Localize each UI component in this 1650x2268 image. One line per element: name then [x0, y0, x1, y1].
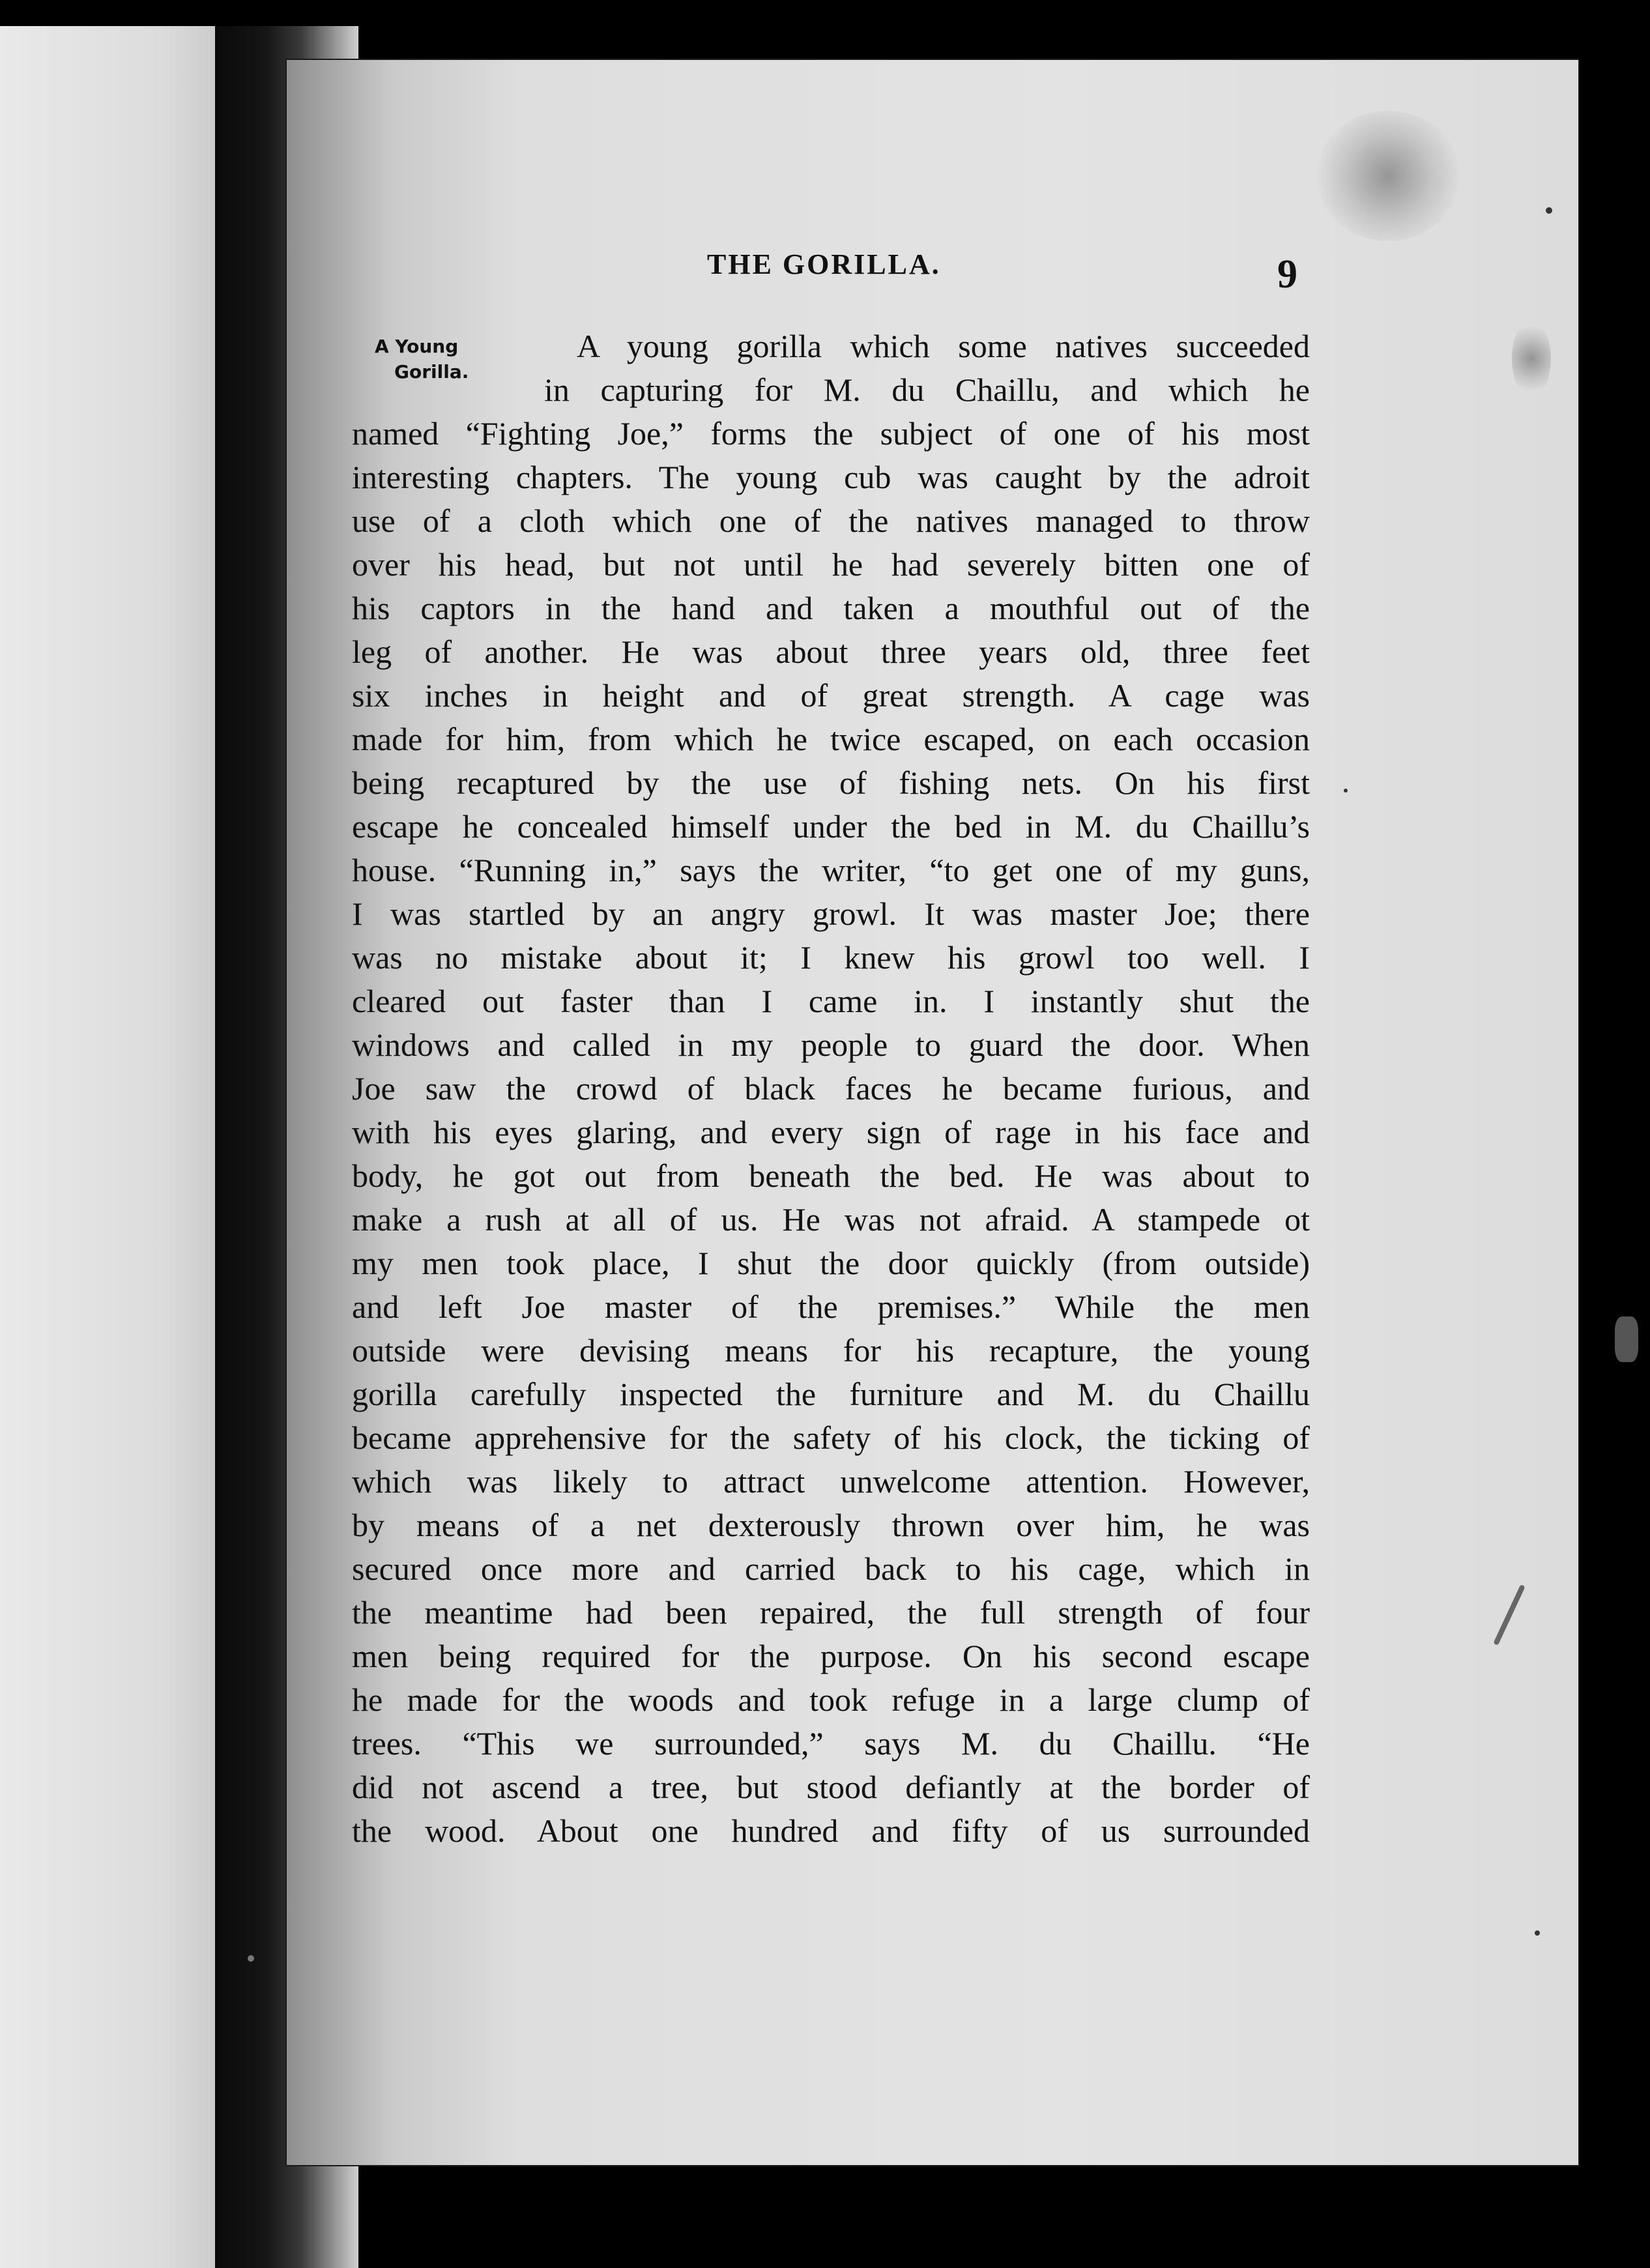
text-line: his captors in the hand and taken a mouthful out of the [352, 590, 1310, 626]
text-line: my men took place, I shut the door quickly (from outside) [352, 1245, 1310, 1281]
text-line: trees. “This we surrounded,” says M. du Chaillu. “He [352, 1725, 1310, 1762]
scan-speck [1535, 1930, 1540, 1936]
page-number: 9 [1277, 252, 1297, 297]
text-line: being recaptured by the use of fishing nets. On his first [352, 764, 1310, 801]
text-line: he made for the woods and took refuge in a large clump of [352, 1681, 1310, 1718]
text-line: by means of a net dexterously thrown over him, he was [352, 1507, 1310, 1543]
scan-speck [1546, 207, 1552, 214]
text-line: make a rush at all of us. He was not afraid. A stampede ot [352, 1201, 1310, 1238]
text-line: over his head, but not until he had severely bitten one of [352, 546, 1310, 583]
text-line: did not ascend a tree, but stood defiantly at the border of [352, 1769, 1310, 1805]
text-line: in capturing for M. du Chaillu, and which he [544, 371, 1310, 408]
text-line: outside were devising means for his recapture, the young [352, 1332, 1310, 1369]
text-line: which was likely to attract unwelcome attention. However, [352, 1463, 1310, 1500]
body-text [352, 325, 1310, 1853]
text-line: men being required for the purpose. On his second escape [352, 1638, 1310, 1674]
running-head-title: THE GORILLA. [707, 248, 941, 280]
text-line: named “Fighting Joe,” forms the subject of one of his most [352, 415, 1310, 452]
text-line: the wood. About one hundred and fifty of us surrounded [352, 1812, 1310, 1849]
scan-smudge [1316, 111, 1460, 241]
scan-smudge [1512, 319, 1551, 398]
marginal-note-line: A Young [375, 336, 459, 357]
text-line: Joe saw the crowd of black faces he became furious, and [352, 1070, 1310, 1107]
scan-speck [1344, 789, 1348, 792]
text-line: cleared out faster than I came in. I instantly shut the [352, 983, 1310, 1019]
facing-page-left [0, 26, 228, 2268]
text-line: became apprehensive for the safety of his clock, the ticking of [352, 1419, 1310, 1456]
text-line: escape he concealed himself under the bed in M. du Chaillu’s [352, 808, 1310, 845]
text-line: the meantime had been repaired, the full strength of four [352, 1594, 1310, 1631]
text-line: was no mistake about it; I knew his growl too well. I [352, 939, 1310, 976]
text-line: use of a cloth which one of the natives managed to throw [352, 502, 1310, 539]
text-line: body, he got out from beneath the bed. He was about to [352, 1157, 1310, 1194]
text-line: windows and called in my people to guard the door. When [352, 1026, 1310, 1063]
text-line: house. “Running in,” says the writer, “to get one of my guns, [352, 852, 1310, 888]
text-line: with his eyes glaring, and every sign of rage in his face and [352, 1114, 1310, 1150]
marginal-note-line: Gorilla. [394, 361, 469, 383]
text-line: leg of another. He was about three years old, three feet [352, 633, 1310, 670]
text-line: A young gorilla which some natives succeeded [577, 328, 1310, 364]
text-line: interesting chapters. The young cub was caught by the adroit [352, 459, 1310, 495]
text-line: I was startled by an angry growl. It was master Joe; there [352, 895, 1310, 932]
text-line: made for him, from which he twice escaped, on each occasion [352, 721, 1310, 757]
text-line: and left Joe master of the premises.” While the men [352, 1288, 1310, 1325]
scan-speck [1615, 1316, 1638, 1362]
scan-speck [248, 1955, 254, 1962]
text-line: gorilla carefully inspected the furniture and M. du Chaillu [352, 1376, 1310, 1412]
text-line: six inches in height and of great strength. A cage was [352, 677, 1310, 714]
text-line: secured once more and carried back to his cage, which in [352, 1550, 1310, 1587]
